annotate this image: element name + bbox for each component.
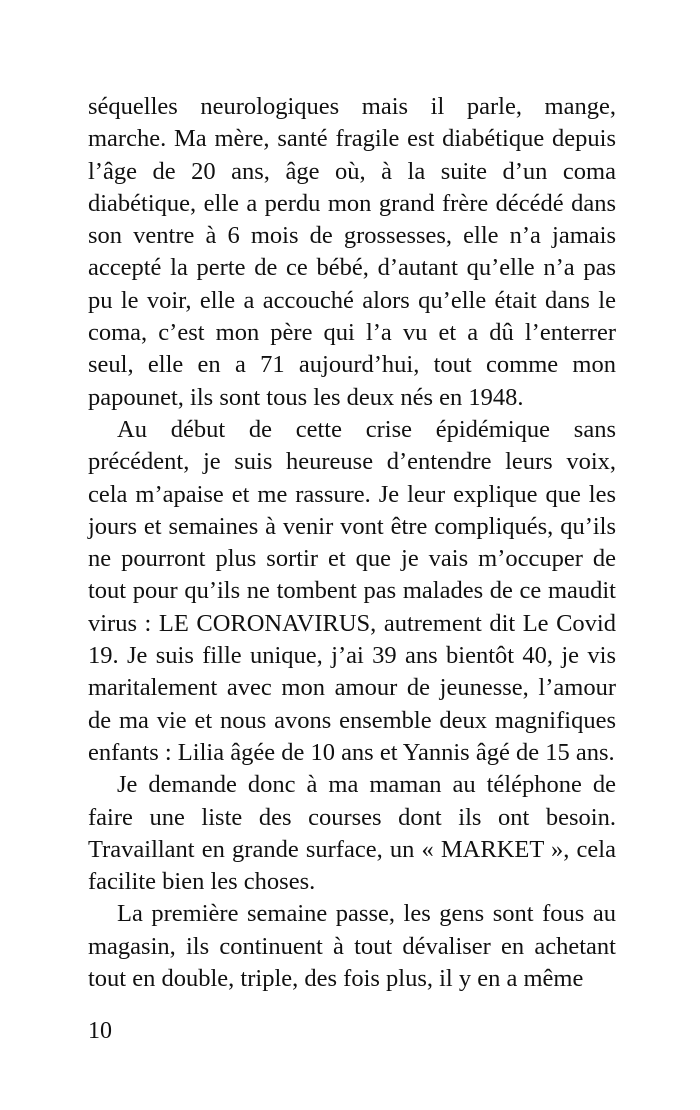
paragraph-crisis-start: Au début de cette crise épidémique sans précédent, je suis heureuse d’entendre leurs voix, cela m’apaise et me rassure. Je leur explique que les jours et semaines à venir vont être compliqués, qu’ils ne pourront plus sortir et que je vais m’occuper de tout pour qu’ils ne tombent pas malades de ce maudit virus : LE CORONAVIRUS, autrement dit Le Covid 19. Je suis fille unique, j’ai 39 ans bientôt 40, je vis maritalement avec mon amour de jeunesse, l’amour de ma vie et nous avons ensemble deux magnifiques enfants : Lilia âgée de 10 ans et Yannis âgé de 15 ans. bbox=[88, 415, 616, 766]
paragraph-shopping-list: Je demande donc à ma maman au téléphone de faire une liste des courses dont ils ont besoin. Travaillant en grande surface, un « MARKET », cela facilite bien les choses. bbox=[88, 771, 616, 896]
page-number: 10 bbox=[88, 1018, 112, 1044]
paragraph-first-week: La première semaine passe, les gens sont fous au magasin, ils continuent à tout dévaliser en achetant tout en double, triple, des fois plus, il y en a même bbox=[88, 900, 616, 993]
body-text bbox=[88, 91, 616, 995]
paragraph-continuation: séquelles neurologiques mais il parle, mange, marche. Ma mère, santé fragile est diabétique depuis l’âge de 20 ans, âge où, à la suite d’un coma diabétique, elle a perdu mon grand frère décédé dans son ventre à 6 mois de grossesses, elle n’a jamais accepté la perte de ce bébé, d’autant qu’elle n’a pas pu le voir, elle a accouché alors qu’elle était dans le coma, c’est mon père qui l’a vu et a dû l’enterrer seul, elle en a 71 aujourd’hui, tout comme mon papounet, ils sont tous les deux nés en 1948. bbox=[88, 93, 616, 411]
